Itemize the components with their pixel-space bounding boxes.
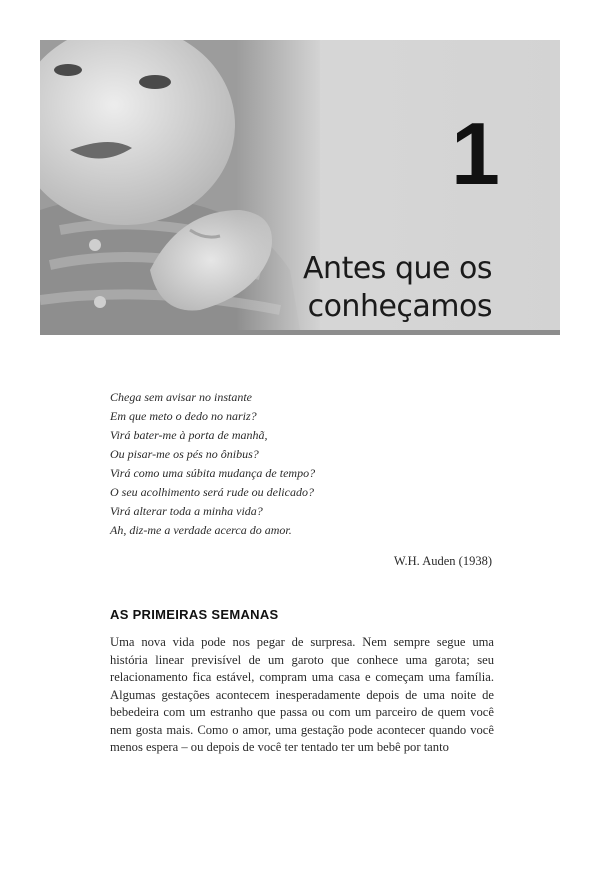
poem-line: Virá como uma súbita mudança de tempo? — [110, 466, 316, 480]
poem-line: Em que meto o dedo no nariz? — [110, 409, 257, 423]
chapter-banner — [40, 40, 560, 330]
poem-line: Ah, diz-me a verdade acerca do amor. — [110, 523, 292, 537]
poem-line: Chega sem avisar no instante — [110, 390, 252, 404]
chapter-title-line-2: conheçamos — [307, 289, 492, 324]
poem-attribution: W.H. Auden (1938) — [393, 554, 492, 568]
section-heading: AS PRIMEIRAS SEMANAS — [110, 607, 279, 622]
chapter-title-line-1: Antes que os — [303, 251, 492, 286]
poem-line: Ou pisar-me os pés no ônibus? — [110, 447, 259, 461]
chapter-number: 1 — [451, 104, 500, 203]
banner-divider — [40, 330, 560, 335]
chapter-title — [303, 250, 492, 326]
poem-line: Virá bater-me à porta de manhã, — [110, 428, 268, 442]
body-paragraph: Uma nova vida pode nos pegar de surpresa. Nem sempre segue uma história linear previsível de um garoto que conhece uma garota; seu relacionamento fica estável, compram uma casa e começam uma família. Algumas gestações acontecem inesperadamente depois de uma noite de bebedeira com um estranho que passa ou com um parceiro de quem você nem gosta mais. Como o amor, uma gestação pode acontecer quando você menos espera – ou depois de você ter tentado ter um bebê por tanto — [110, 635, 494, 754]
epigraph-poem — [110, 388, 500, 540]
poem-line: O seu acolhimento será rude ou delicado? — [110, 485, 314, 499]
baby-photo — [40, 40, 320, 330]
poem-line: Virá alterar toda a minha vida? — [110, 504, 263, 518]
